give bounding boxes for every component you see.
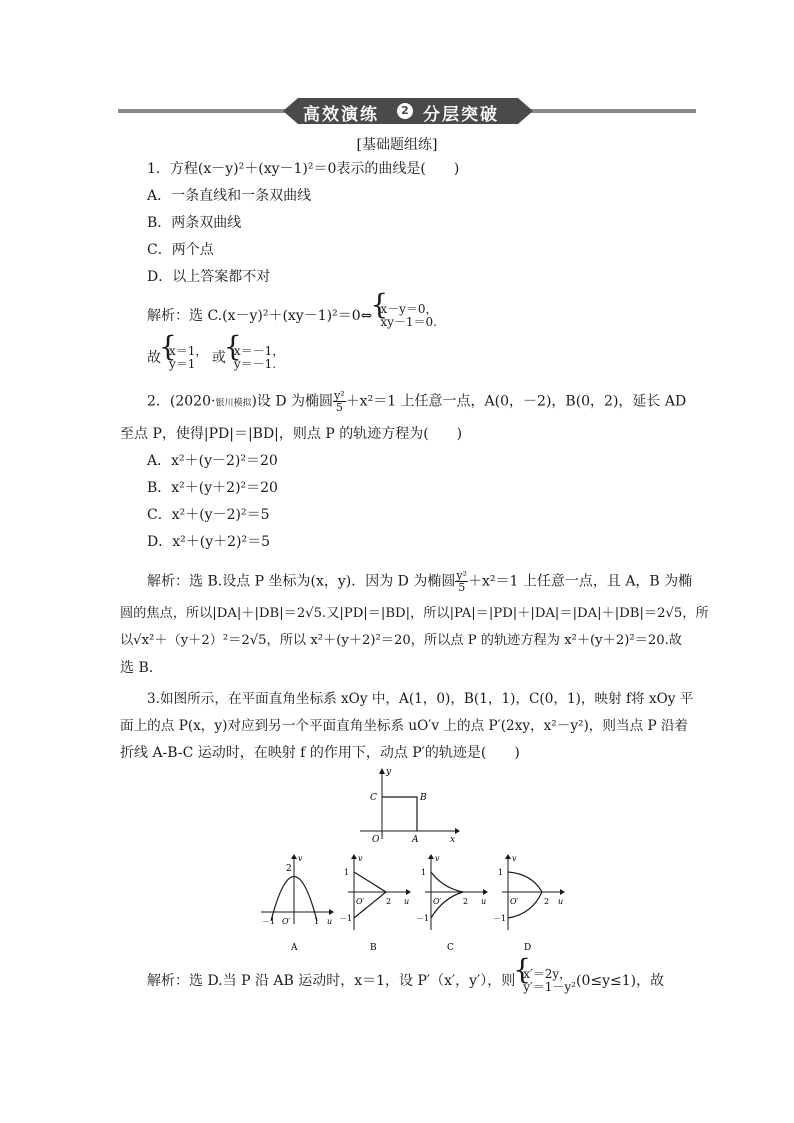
q2-sol-frac-numerator: y²: [456, 569, 467, 582]
label-neg1: －1: [262, 917, 276, 926]
q3-sol-post: (0≤y≤1)，故: [576, 973, 665, 989]
option-a-graph: [257, 852, 337, 952]
label-u: u: [558, 897, 564, 906]
q3-system-eq1: { x′＝2y，: [523, 967, 572, 981]
q2-source: 银川模拟: [215, 398, 252, 409]
label-origin: O′: [510, 897, 519, 906]
q2-sol-fraction: [455, 570, 468, 593]
label-o: O: [372, 835, 380, 844]
q2-option-c: C．x²＋(y－2)²＝5: [147, 507, 270, 523]
label-origin: O′: [433, 897, 442, 906]
banner-title-right: 分层突破: [423, 105, 499, 125]
label-u: u: [404, 897, 410, 906]
label-one: 1: [498, 868, 504, 877]
q1-result-b2: y＝－1.: [233, 357, 277, 371]
q2-stem-post: ＋x²＝1 上任意一点，A(0，－2)，B(0，2)，延长 AD: [345, 393, 687, 410]
q2-solution-line2: 圆的焦点，所以|DA|＋|DB|＝2√5.又|PD|＝|BD|，所以|PA|＝|PD|＋|DA|＝|DA|＋|DB|＝2√5，所: [120, 606, 709, 621]
q1-system-eq2: xy－1＝0.: [380, 315, 437, 329]
label-v: v: [358, 854, 363, 863]
q1-result-a2: y＝1: [169, 357, 196, 371]
label-x: x: [450, 835, 456, 844]
q1-option-b: B．两条双曲线: [147, 215, 242, 231]
label-two: 2: [386, 897, 392, 906]
banner-badge: 2: [397, 103, 413, 119]
v-axis-arrow: [428, 854, 434, 859]
label-c: C: [370, 793, 377, 803]
label-v: v: [512, 854, 517, 863]
q2-stem: [147, 390, 686, 413]
q3-system-eq2: y′＝1－y²: [523, 980, 576, 994]
q1-solution-system: [372, 303, 437, 329]
label-v: v: [298, 854, 303, 863]
q2-stem-line2: 至点 P，使得|PD|＝|BD|，则点 P 的轨迹方程为( ): [120, 426, 463, 442]
q1-system-eq1: { x－y＝0，: [380, 302, 438, 316]
q1-solution: [147, 303, 438, 329]
v-axis-arrow: [505, 854, 511, 859]
label-a: A: [412, 835, 419, 844]
path-abc: [382, 797, 417, 831]
label-one: 1: [421, 868, 427, 877]
q2-solution-line3: 以√x²＋（y＋2）²＝2√5，所以 x²＋(y＋2)²＝20，所以点 P 的轨迹方程为 x²＋(y＋2)²＝20.故: [120, 633, 682, 648]
q3-stem-line1: 3.如图所示，在平面直角坐标系 xOy 中，A(1，0)，B(1，1)，C(0，1)，映射 f将 xOy 平: [147, 691, 694, 707]
q2-option-d: D．x²＋(y＋2)²＝5: [147, 534, 270, 550]
label-u: u: [327, 917, 333, 926]
section-banner: [118, 98, 696, 124]
straight-path: [354, 872, 386, 918]
label-u: u: [481, 897, 487, 906]
q1-option-c: C．两个点: [147, 242, 214, 258]
q1-result-or: 或: [211, 350, 226, 366]
q2-sol-pre: 解析：选 B.设点 P 坐标为(x，y)．因为 D 为椭圆: [147, 573, 456, 590]
q2-sol-post: ＋x²＝1 上任意一点，且 A，B 为椭: [468, 573, 693, 590]
q2-fraction: [333, 390, 346, 413]
y-axis-arrow: [379, 768, 385, 774]
q2-frac-denominator: 5: [335, 401, 343, 414]
convex-curve: [508, 872, 542, 918]
q3-stem-line3: 折线 A-B-C 运动时，在映射 f 的作用下，动点 P′的轨迹是( ): [120, 745, 520, 761]
label-origin: O′: [356, 897, 365, 906]
option-d-graph: [490, 852, 570, 952]
label-two: 2: [463, 897, 469, 906]
v-axis-arrow: [351, 854, 357, 859]
option-a-label: A: [291, 943, 298, 952]
label-neg1: －1: [339, 914, 353, 923]
label-y: y: [386, 767, 392, 777]
option-b-label: B: [370, 943, 377, 952]
q2-option-a: A．x²＋(y－2)²＝20: [147, 453, 278, 469]
option-b-graph: [336, 852, 416, 952]
label-one: 1: [344, 868, 350, 877]
q1-solution-text: 解析：选 C.(x－y)²＋(xy－1)²＝0⇔: [147, 308, 373, 324]
q1-stem: 1．方程(x－y)²＋(xy－1)²＝0表示的曲线是( ): [147, 161, 460, 177]
q1-result-system-a: [161, 345, 207, 371]
q1-result-a1: { x＝1，: [169, 344, 208, 358]
label-b: B: [420, 793, 427, 803]
q2-solution-line4: 选 B.: [120, 660, 154, 676]
label-v: v: [435, 854, 440, 863]
q3-stem-line2: 面上的点 P(x，y)对应到另一个平面直角坐标系 uO′v 上的点 P′(2xy，x²－y²)，则当点 P 沿着: [120, 718, 689, 734]
v-axis-arrow: [291, 854, 297, 859]
x-axis-arrow: [455, 828, 460, 834]
label-one: 1: [314, 917, 320, 926]
q3-solution: [147, 968, 664, 994]
q3-sol-pre: 解析：选 D.当 P 沿 AB 运动时，x＝1，设 P′（x′，y′），则: [147, 973, 516, 989]
u-axis-arrow: [483, 889, 488, 895]
q1-option-a: A．一条直线和一条双曲线: [147, 188, 312, 204]
concave-curve: [431, 872, 463, 918]
u-axis-arrow: [329, 909, 334, 915]
q1-option-d: D．以上答案都不对: [147, 269, 271, 285]
label-neg1: －1: [416, 914, 430, 923]
option-c-label: C: [447, 943, 454, 952]
u-axis-arrow: [560, 889, 565, 895]
q2-stem-mid: )设 D 为椭圆: [251, 393, 334, 410]
section-heading: [基础题组练]: [356, 137, 438, 153]
label-two: 2: [286, 864, 292, 874]
q1-solution-result: [147, 345, 284, 371]
q3-sol-system: [515, 968, 576, 994]
q1-result-prefix: 故: [147, 350, 161, 366]
label-neg1: －1: [493, 914, 507, 923]
q2-option-b: B．x²＋(y＋2)²＝20: [147, 480, 278, 496]
unit-square-figure: [355, 764, 465, 844]
q2-sol-frac-denominator: 5: [458, 581, 466, 594]
label-origin: O′: [282, 917, 291, 926]
option-d-label: D: [524, 943, 532, 952]
q1-result-b1: { x＝－1，: [233, 344, 285, 358]
q2-stem-pre: 2．(2020·: [147, 393, 216, 410]
u-axis-arrow: [406, 889, 411, 895]
q1-result-system-b: [226, 345, 284, 371]
label-two: 2: [544, 897, 550, 906]
banner-title-left: 高效演练: [303, 105, 379, 125]
q2-frac-numerator: y²: [334, 389, 345, 402]
option-c-graph: [413, 852, 493, 952]
q2-solution-line1: [147, 570, 692, 593]
